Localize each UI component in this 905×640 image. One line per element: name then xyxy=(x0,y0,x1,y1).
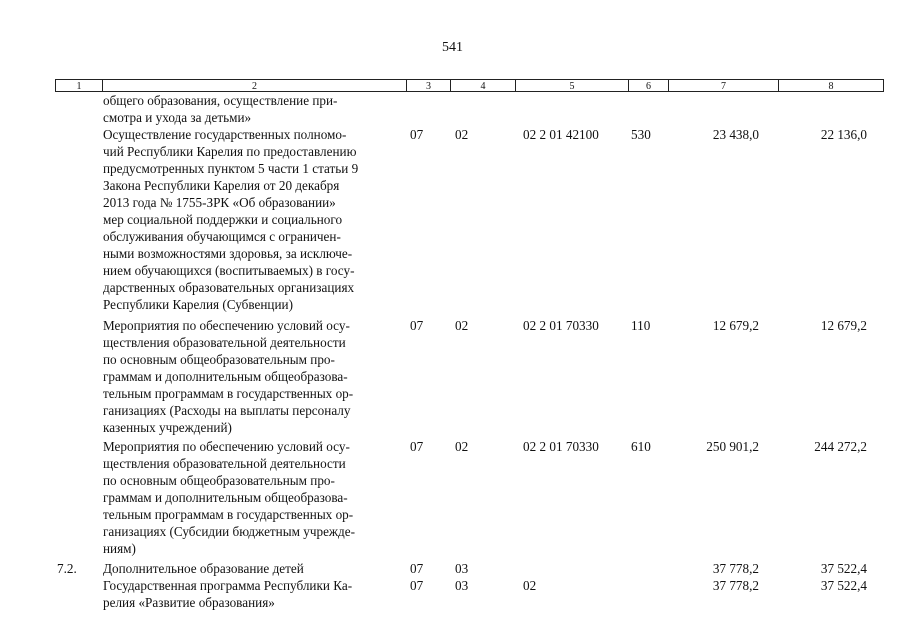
column-header-5: 5 xyxy=(515,79,628,92)
description-line: ными возможностями здоровья, за исключе- xyxy=(103,246,353,261)
description-line: ществления образовательной деятельности xyxy=(103,335,346,350)
column-header-6: 6 xyxy=(628,79,668,92)
cell-c4: 03 xyxy=(455,561,469,576)
cell-c4: 03 xyxy=(455,578,469,593)
cell-c7: 37 778,2 xyxy=(712,561,759,576)
cell-c8: 37 522,4 xyxy=(820,561,867,576)
cell-c3: 07 xyxy=(410,439,424,454)
description-line: обслуживания обучающимся с ограничен- xyxy=(103,229,341,244)
cell-c8: 22 136,0 xyxy=(820,127,867,142)
description-line: Дополнительное образование детей xyxy=(103,561,304,576)
column-header-8: 8 xyxy=(778,79,884,92)
description-line: граммам и дополнительным общеобразова- xyxy=(103,369,348,384)
page-number: 541 xyxy=(442,40,463,55)
description-line: ществления образовательной деятельности xyxy=(103,456,346,471)
description-line: ниям) xyxy=(103,541,136,556)
description-line: Мероприятия по обеспечению условий осу- xyxy=(103,439,350,454)
cell-c5: 02 2 01 42100 xyxy=(523,127,599,142)
cell-c5: 02 2 01 70330 xyxy=(523,318,599,333)
cell-c8: 244 272,2 xyxy=(814,439,867,454)
description-line: смотра и ухода за детьми» xyxy=(103,110,252,125)
cell-c8: 12 679,2 xyxy=(820,318,867,333)
description-line: по основным общеобразовательным про- xyxy=(103,473,335,488)
cell-c7: 37 778,2 xyxy=(712,578,759,593)
column-header-2: 2 xyxy=(102,79,406,92)
cell-c4: 02 xyxy=(455,318,469,333)
row-description xyxy=(103,438,408,557)
cell-c6: 610 xyxy=(631,439,651,454)
cell-c4: 02 xyxy=(455,127,469,142)
cell-c3: 07 xyxy=(410,127,424,142)
cell-c7: 12 679,2 xyxy=(712,318,759,333)
cell-c6: 530 xyxy=(631,127,651,142)
column-header-4: 4 xyxy=(450,79,515,92)
cell-c7: 23 438,0 xyxy=(712,127,759,142)
description-line: граммам и дополнительным общеобразова- xyxy=(103,490,348,505)
cell-c3: 07 xyxy=(410,561,424,576)
cell-c3: 07 xyxy=(410,578,424,593)
cell-c8: 37 522,4 xyxy=(820,578,867,593)
row-description xyxy=(103,560,408,577)
cell-c7: 250 901,2 xyxy=(706,439,759,454)
description-line: Осуществление государственных полномо- xyxy=(103,127,347,142)
description-line: релия «Развитие образования» xyxy=(103,595,275,610)
cell-c4: 02 xyxy=(455,439,469,454)
row-description xyxy=(103,126,408,313)
column-header-7: 7 xyxy=(668,79,778,92)
description-line: ганизациях (Расходы на выплаты персоналу xyxy=(103,403,351,418)
cell-c6: 110 xyxy=(631,318,651,333)
description-line: Закона Республики Карелия от 20 декабря xyxy=(103,178,340,193)
description-line: казенных учреждений) xyxy=(103,420,232,435)
description-line: дарственных образовательных организациях xyxy=(103,280,355,295)
description-line: Мероприятия по обеспечению условий осу- xyxy=(103,318,350,333)
column-header-3: 3 xyxy=(406,79,450,92)
column-header-1: 1 xyxy=(55,79,102,92)
description-line: предусмотренных пунктом 5 части 1 статьи 9 xyxy=(103,161,359,176)
description-line: 2013 года № 1755-ЗРК «Об образовании» xyxy=(103,195,336,210)
description-line: нием обучающихся (воспитываемых) в госу- xyxy=(103,263,355,278)
cell-c5: 02 xyxy=(523,578,537,593)
description-line: мер социальной поддержки и социального xyxy=(103,212,343,227)
description-line: тельным программам в государственных ор- xyxy=(103,507,354,522)
description-line: Государственная программа Республики Ка- xyxy=(103,578,353,593)
row-description xyxy=(103,92,408,126)
description-line: общего образования, осуществление при- xyxy=(103,93,338,108)
description-line: Республики Карелия (Субвенции) xyxy=(103,297,293,312)
row-number: 7.2. xyxy=(57,561,77,576)
description-line: по основным общеобразовательным про- xyxy=(103,352,335,367)
description-line: ганизациях (Субсидии бюджетным учрежде- xyxy=(103,524,355,539)
cell-c3: 07 xyxy=(410,318,424,333)
description-line: тельным программам в государственных ор- xyxy=(103,386,354,401)
cell-c5: 02 2 01 70330 xyxy=(523,439,599,454)
row-description xyxy=(103,317,408,436)
row-description xyxy=(103,577,408,611)
description-line: чий Республики Карелия по предоставлению xyxy=(103,144,357,159)
